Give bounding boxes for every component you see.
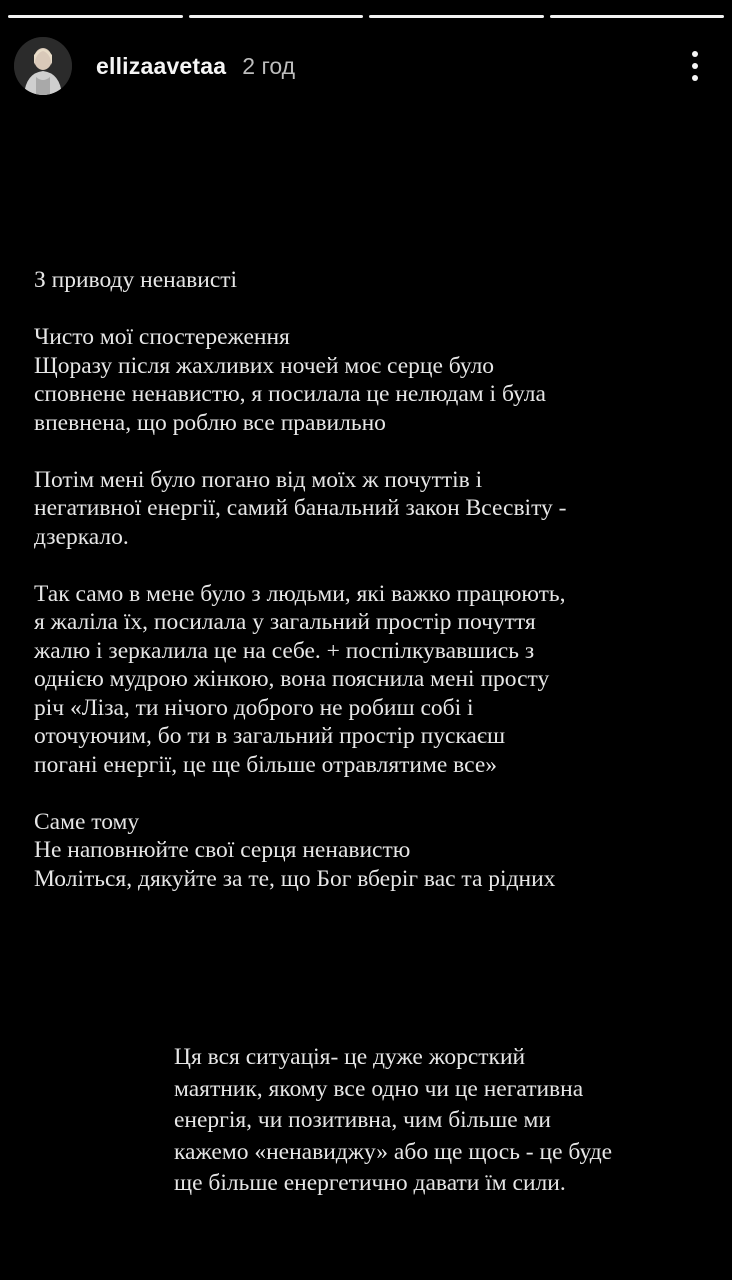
dot [692,63,698,69]
progress-segment-3 [369,15,544,18]
text-line: жалю і зеркалила це на себе. + поспілкувавшись з [34,637,535,664]
note-line: кажемо «ненавиджу» або ще щось - це буде [174,1138,613,1165]
text-line: погані енергії, це ще більше отравлятиме все» [34,751,498,778]
story-header [14,36,718,96]
text-line: оточуючим, бо ти в загальний простір пускаєш [34,723,506,749]
post-time: 2 год [242,52,296,79]
text-line: Чисто мої спостереження [34,324,290,350]
progress-segment-1 [8,15,183,18]
paragraph-3 [34,466,714,552]
more-options-button[interactable] [680,44,710,88]
avatar[interactable] [14,37,72,95]
text-line: я жаліла їх, посилала у загальний простір почуття [34,609,536,635]
text-line: Не наповнюйте свої серця ненавистю [34,837,411,863]
story-note-text [174,1042,714,1200]
progress-segment-2 [189,15,364,18]
text-line: Саме тому [34,808,140,835]
text-line: негативної енергії, самий банальний закон Всесвіту - [34,495,567,521]
text-line: З приводу ненависті [34,267,238,293]
note-line: ще більше енергетично давати їм сили. [174,1170,566,1196]
text-line: Потім мені було погано від моїх ж почуттів і [34,466,483,493]
paragraph-2 [34,323,714,437]
vertical-dots-icon [692,51,698,57]
paragraph-4 [34,580,714,780]
text-line: річ «Ліза, ти нічого доброго не робиш собі і [34,694,474,721]
note-line: енергія, чи позитивна, чим більше ми [174,1107,551,1133]
text-line: впевнена, що роблю все правильно [34,409,386,436]
paragraph-5 [34,808,714,894]
text-line: Так само в мене було з людьми, які важко працюють, [34,580,566,607]
text-line: Моліться, дякуйте за те, що Бог вберіг вас та рідних [34,865,556,892]
text-line: Щоразу після жахливих ночей моє серце було [34,352,495,379]
note-line: Ця вся ситуація- це дуже жорсткий [174,1044,526,1070]
paragraph-1 [34,266,714,295]
dot [692,75,698,81]
story-main-text [34,266,714,893]
username[interactable]: ellizaavetaa [96,52,227,79]
progress-segment-4 [550,15,725,18]
profile-avatar-icon [14,37,72,95]
text-line: сповнене ненавистю, я посилала це нелюдам і була [34,381,546,407]
note-line: маятник, якому все одно чи це негативна [174,1075,584,1102]
story-progress-bar [8,15,724,18]
text-line: однією мудрою жінкою, вона пояснила мені просту [34,666,550,692]
text-line: дзеркало. [34,523,129,550]
